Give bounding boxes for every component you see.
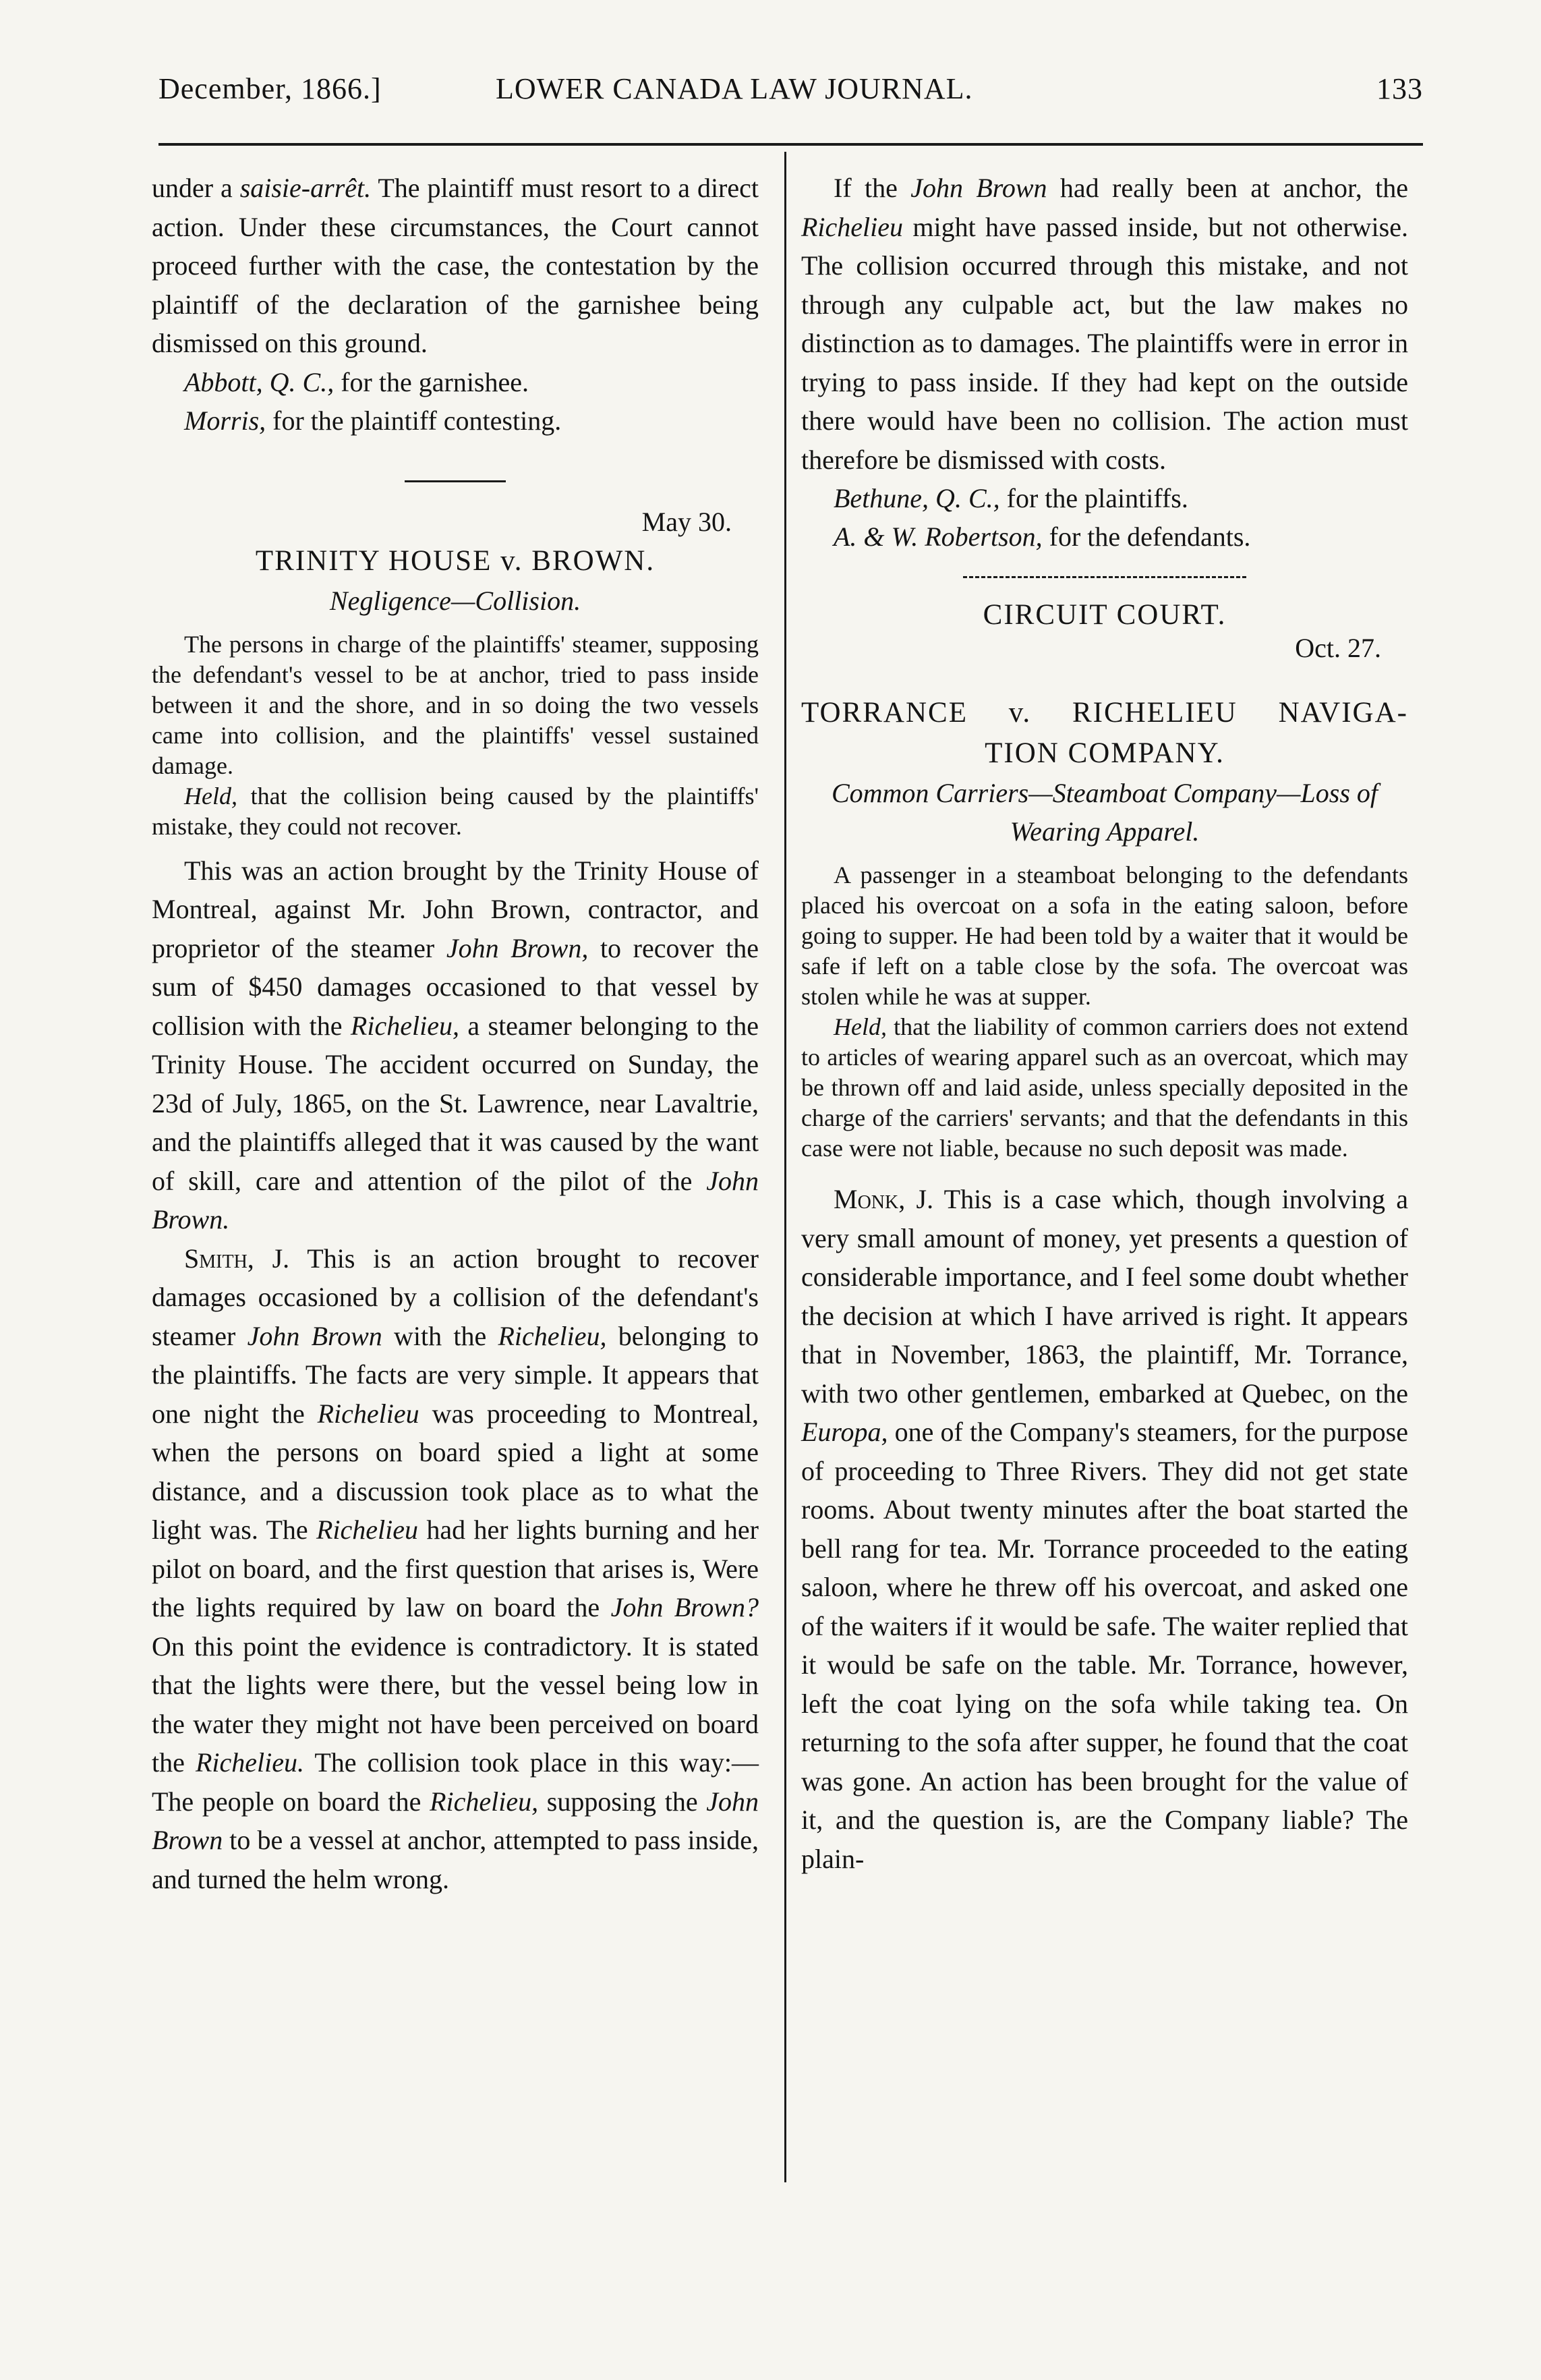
running-header bbox=[158, 59, 1423, 120]
case-title: TRINITY HOUSE v. BROWN. bbox=[255, 544, 656, 577]
text-run: Europa, bbox=[801, 1417, 888, 1447]
text-run: Bethune, Q. C., bbox=[834, 483, 1000, 513]
case-title-part: RICHELIEU bbox=[1072, 697, 1238, 729]
case-title-part: TORRANCE bbox=[801, 697, 968, 729]
text-run: Morris, bbox=[184, 405, 266, 436]
right-column bbox=[801, 169, 1408, 1878]
case-subject: Negligence—Collision. bbox=[329, 585, 581, 616]
text-run: If the bbox=[834, 173, 911, 203]
section-rule bbox=[405, 480, 506, 482]
left-paragraph-3 bbox=[152, 1239, 759, 1899]
case-date: May 30. bbox=[641, 506, 732, 537]
text-run: with the bbox=[382, 1320, 498, 1351]
text-run: had her lights burning and her pilot on board, and the first question that arises is, Were the lights required by law on board the bbox=[152, 1514, 759, 1622]
left-column bbox=[152, 169, 759, 1898]
text-run: On this point the evidence is contradictory. It is stated that the lights were there, but the vessel being low in the water they might not have been perceived on board the bbox=[152, 1631, 759, 1778]
text-run: Richelieu. bbox=[195, 1747, 304, 1778]
case-title-part: NAVIGA- bbox=[1278, 697, 1408, 729]
text-run: This was an action brought by the Trinity House of Montreal, against Mr. John Brown, contractor, and proprietor of the steamer bbox=[152, 855, 759, 963]
text-run: for the garnishee. bbox=[334, 366, 529, 397]
text-run: Held, bbox=[834, 1013, 887, 1040]
text-run: that the liability of common carriers does not extend to articles of wearing apparel such as an overcoat, which may be thrown off and laid aside, unless specially deposited in the charge of the carriers' servants; and that the defendants in this case were not liable, because no such deposit was made. bbox=[801, 1013, 1408, 1162]
text-run: that the collision being caused by the plaintiffs' mistake, they could not recover. bbox=[152, 782, 759, 840]
case-subject: Common Carriers—Steamboat Company—Loss of Wearing Apparel. bbox=[831, 778, 1378, 847]
text-run: Smith, J. bbox=[184, 1243, 290, 1274]
text-run: Richelieu, bbox=[350, 1010, 459, 1041]
counsel-plaintiff bbox=[152, 401, 759, 440]
left-paragraph-1 bbox=[152, 169, 759, 363]
text-run: This is a case which, though involving a very small amount of money, yet presents a question of considerable importance, and I feel some doubt whether the decision at which I have arrived is right. It appears that in November, 1863, the plaintiff, Mr. Torrance, with two other gentlemen, embarked at Quebec, on the bbox=[801, 1184, 1408, 1409]
right-paragraph-2 bbox=[801, 1180, 1408, 1878]
header-journal-title: LOWER CANADA LAW JOURNAL. bbox=[496, 72, 973, 105]
text-run: Richelieu bbox=[801, 211, 904, 242]
text-run: A passenger in a steamboat belonging to the defendants placed his overcoat on a sofa in the eating saloon, before going to supper. He had been told by a waiter that it would be safe if left on a table close by the sofa. The overcoat was stolen while he was at supper. bbox=[801, 861, 1408, 1010]
text-run: for the defendants. bbox=[1042, 521, 1251, 552]
text-run: Richelieu bbox=[316, 1514, 419, 1545]
headnote-2 bbox=[152, 781, 759, 842]
headnote-1 bbox=[152, 629, 759, 781]
text-run: A. & W. Robertson, bbox=[834, 521, 1043, 552]
text-run: to be a vessel at anchor, attempted to pass inside, and turned the helm wrong. bbox=[152, 1825, 759, 1894]
text-run: John Brown. bbox=[152, 1165, 759, 1235]
counsel-plaintiffs bbox=[801, 479, 1408, 517]
column-divider bbox=[784, 152, 786, 2182]
text-run: Monk, J. bbox=[834, 1184, 934, 1214]
counsel-garnishee bbox=[152, 363, 759, 401]
counsel-defendants bbox=[801, 517, 1408, 556]
text-run: Held, bbox=[184, 782, 237, 810]
text-run: belonging to the plaintiffs. The facts are very simple. It appears that one night the bbox=[152, 1320, 759, 1429]
case-date: Oct. 27. bbox=[1295, 633, 1381, 663]
text-run: one of the Company's steamers, for the purpose of proceeding to Three Rivers. They did not get state rooms. About twenty minutes after the boat started the bell rang for tea. Mr. Torrance proceeded to the eating saloon, where he threw off his overcoat, and asked one of the waiters if it would be safe. The waiter replied that it would be safe on the table. Mr. Torrance, however, left the coat lying on the sofa while taking tea. On returning to the sofa after supper, he found that the coat was gone. An action has been brought for the value of it, and the question is, are the Company liable? The plain- bbox=[801, 1417, 1408, 1874]
text-run: Abbott, Q. C., bbox=[184, 366, 335, 397]
text-run: The plaintiff must resort to a direct action. Under these circumstances, the Court cannot proceed further with the case, the contestation by the plaintiff of the declaration of the garnishee being dismissed on this ground. bbox=[152, 173, 759, 358]
case-title-line-2: TION COMPANY. bbox=[985, 737, 1225, 769]
text-run: might have passed inside, but not otherwise. The collision occurred through this mistake, and not through any culpable act, but the law makes no distinction as to damages. The plaintiffs were in error in trying to pass inside. If they had kept on the outside there would have been no collision. The action must therefore be dismissed with costs. bbox=[801, 211, 1408, 475]
text-run: The collision took place in this way:—The people on board the bbox=[152, 1747, 759, 1817]
headnote-1 bbox=[801, 860, 1408, 1012]
case-title-part: v. bbox=[1008, 697, 1032, 729]
text-run: Richelieu bbox=[317, 1398, 419, 1429]
header-rule bbox=[158, 143, 1423, 146]
header-date: December, 1866.] bbox=[158, 72, 382, 105]
case-title-line-1 bbox=[801, 693, 1408, 733]
text-run: for the plaintiffs. bbox=[999, 483, 1188, 513]
right-paragraph-1 bbox=[801, 169, 1408, 479]
text-run: This is an action brought to recover damages occasioned by a collision of the defendant's steamer bbox=[152, 1243, 759, 1351]
text-run: to recover the sum of $450 damages occasioned to that vessel by collision with the bbox=[152, 932, 759, 1041]
text-run: had really been at anchor, the bbox=[1047, 173, 1408, 203]
text-run: John Brown bbox=[152, 1786, 759, 1855]
text-run: The persons in charge of the plaintiffs' steamer, supposing the defendant's vessel to be at anchor, tried to pass inside between it and the shore, and in so doing the two vessels came into collision, and the plaintiffs' vessel sustained damage. bbox=[152, 630, 759, 779]
text-run: saisie-arrêt. bbox=[239, 173, 372, 203]
text-run: John Brown bbox=[910, 173, 1047, 203]
headnote-2 bbox=[801, 1012, 1408, 1164]
text-run: under a bbox=[152, 173, 240, 203]
text-run: for the plaintiff contesting. bbox=[266, 405, 562, 436]
section-rule-dashed bbox=[963, 576, 1246, 578]
text-run: John Brown, bbox=[446, 932, 589, 963]
court-heading-block bbox=[801, 598, 1408, 693]
header-page-number: 133 bbox=[1376, 72, 1423, 105]
left-paragraph-2 bbox=[152, 851, 759, 1239]
text-run: a steamer belonging to the Trinity House. The accident occurred on Sunday, the 23d of July, 1865, on the St. Lawrence, near Lavaltrie, and the plaintiffs alleged that it was caused by the want of skill, care and attention of the pilot of the bbox=[152, 1010, 759, 1196]
court-name: CIRCUIT COURT. bbox=[983, 599, 1227, 631]
text-run: Richelieu, bbox=[430, 1786, 539, 1817]
text-run: John Brown? bbox=[610, 1592, 759, 1622]
text-run: supposing the bbox=[538, 1786, 707, 1817]
text-run: John Brown bbox=[247, 1320, 382, 1351]
text-run: Richelieu, bbox=[498, 1320, 607, 1351]
text-run: was proceeding to Montreal, when the persons on board spied a light at some distance, and a discussion took place as to what the light was. The bbox=[152, 1398, 759, 1545]
